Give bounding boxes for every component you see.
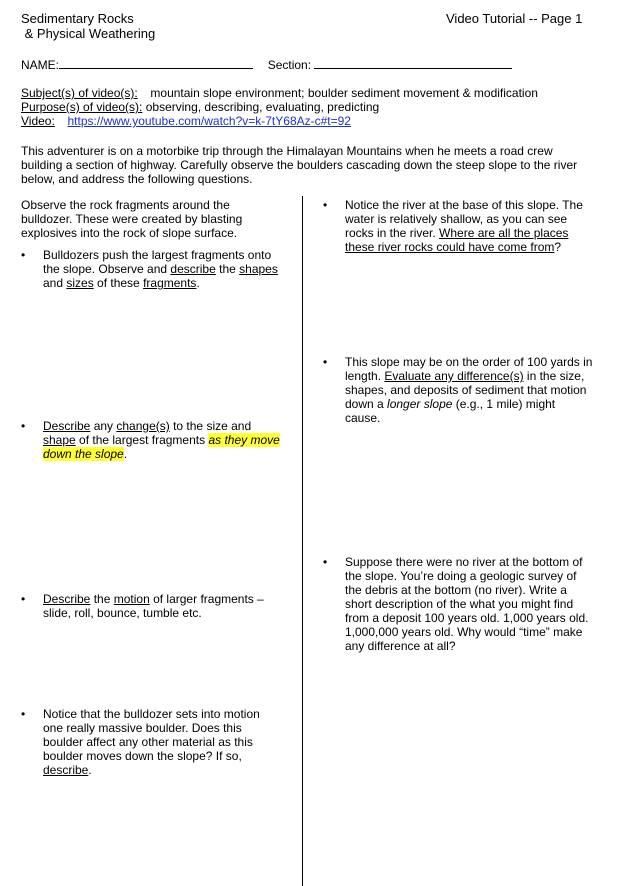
section-label: Section: — [267, 58, 312, 72]
question-1-text: Bulldozers push the largest fragments onto the slope. Observe and describe the shapes and sizes of these fragments. — [43, 248, 278, 290]
title-line-2: & Physical Weathering — [24, 26, 156, 41]
intro-paragraph: This adventurer is on a motorbike trip through the Himalayan Mountains when he meets a road crew building a section of highway. Carefully observe the boulders cascading down the steep slope to the river below, and address the following questions. — [21, 144, 578, 186]
purpose-row — [21, 100, 538, 114]
bullet-icon: • — [323, 555, 328, 569]
bullet-icon: • — [21, 592, 26, 606]
video-meta — [21, 86, 538, 128]
name-section-row — [21, 57, 512, 72]
section-field[interactable] — [314, 57, 512, 69]
question-2-text: Describe any change(s) to the size and shape of the largest fragments as they move down the slope. — [43, 419, 280, 461]
bullet-icon: • — [21, 248, 26, 262]
name-field[interactable] — [59, 57, 253, 69]
bullet-icon: • — [323, 198, 328, 212]
page-label: Video Tutorial -- Page 1 — [446, 11, 583, 26]
title-line-1: Sedimentary Rocks — [21, 11, 134, 26]
highlighted-phrase: as they move down the slope — [43, 433, 280, 461]
bullet-icon: • — [21, 419, 26, 433]
left-lead-text: Observe the rock fragments around the bulldozer. These were created by blasting explosives into the rock of slope surface. — [21, 198, 243, 240]
question-2 — [21, 419, 283, 461]
subject-label: Subject(s) of video(s): — [21, 86, 138, 100]
question-5 — [323, 198, 593, 254]
question-3 — [21, 592, 283, 620]
subject-row — [21, 86, 538, 100]
question-7-text: Suppose there were no river at the bottom of the slope. You’re doing a geologic survey of the debris at the bottom (no river). Write a short description of the what you might find from a deposit 100 years old. 1,000 years old. 1,000,000 years old. Why would “time” make any difference at all? — [345, 555, 589, 653]
question-4 — [21, 707, 283, 777]
video-row — [21, 114, 538, 128]
purpose-label: Purpose(s) of video(s): — [21, 100, 143, 114]
bullet-icon: • — [323, 355, 328, 369]
question-3-text: Describe the motion of larger fragments – slide, roll, bounce, tumble etc. — [43, 592, 264, 620]
column-divider — [302, 196, 303, 886]
bullet-icon: • — [21, 707, 26, 721]
subject-value: mountain slope environment; boulder sediment movement & modification — [150, 86, 538, 100]
question-5-text: Notice the river at the base of this slope. The water is relatively shallow, as you can see rocks in the river. Where are all the places these river rocks could have come from? — [345, 198, 583, 254]
video-link[interactable]: https://www.youtube.com/watch?v=k-7tY68Az-c#t=92 — [67, 114, 351, 128]
question-6 — [323, 355, 593, 425]
video-label: Video: — [21, 114, 55, 128]
question-6-text: This slope may be on the order of 100 yards in length. Evaluate any difference(s) in the size, shapes, and deposits of sediment that motion down a longer slope (e.g., 1 mile) might cause. — [345, 355, 593, 425]
purpose-value: observing, describing, evaluating, predicting — [145, 100, 380, 114]
worksheet-title — [21, 11, 155, 41]
question-7 — [323, 555, 593, 653]
question-4-text: Notice that the bulldozer sets into motion one really massive boulder. Does this boulder affect any other material as this boulder moves down the slope? If so, describe. — [43, 707, 260, 777]
question-1 — [21, 248, 283, 290]
name-label: NAME: — [21, 58, 60, 72]
